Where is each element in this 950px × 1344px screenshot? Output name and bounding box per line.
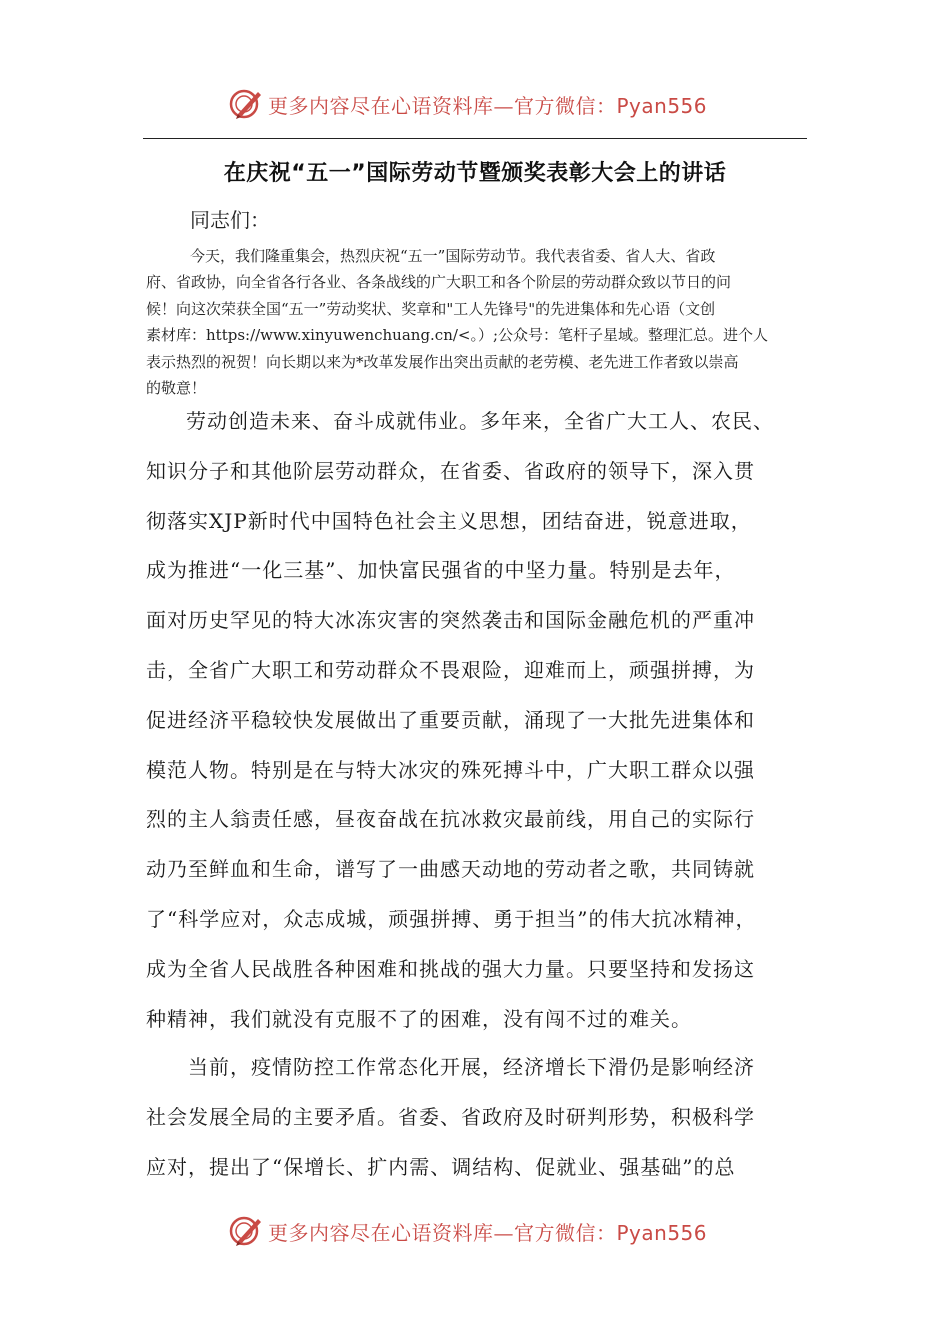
body-paragraph-2 — [146, 1043, 826, 1192]
body-line: 面对历史罕见的特大冰冻灾害的突然袭击和国际金融危机的严重冲 — [146, 608, 755, 633]
body-line: 劳动创造未来、奋斗成就伟业。多年来，全省广大工人、农民、 — [144, 409, 774, 433]
body-line: 烈的主人翁责任感，昼夜奋战在抗冰救灾最前线，用自己的实际行 — [146, 807, 755, 832]
body-line: 动乃至鲜血和生命，谱写了一曲感天动地的劳动者之歌，共同铸就 — [146, 857, 755, 882]
banner-text — [268, 1217, 707, 1246]
banner-dash: — — [493, 1220, 514, 1245]
banner-wechat-label: 官方微信： — [514, 1220, 617, 1245]
footer-banner — [0, 1205, 950, 1255]
document-title: 在庆祝“五一”国际劳动节暨颁奖表彰大会上的讲话 — [223, 161, 727, 186]
body-paragraph-1 — [146, 397, 826, 1044]
banner-wechat-label: 官方微信： — [514, 93, 617, 118]
banner-main-text: 更多内容尽在心语资料库 — [268, 1220, 494, 1245]
intro-line: 表示热烈的祝贺！向长期以来为*改革发展作出突出贡献的老劳模、老先进工作者致以崇高 — [146, 352, 739, 371]
body-line: 当前，疫情防控工作常态化开展，经济增长下滑仍是影响经济 — [146, 1055, 755, 1079]
header-banner-content — [228, 84, 707, 124]
body-line: 知识分子和其他阶层劳动群众，在省委、省政府的领导下，深入贯 — [146, 458, 755, 483]
intro-line: 候！向这次荣获全国“五一”劳动奖状、奖章和"工人先锋号"的先进集体和先心语（文创 — [146, 299, 716, 318]
header-banner — [0, 78, 950, 128]
header-rule — [143, 138, 807, 139]
body-line: 模范人物。特别是在与特大冰灾的殊死搏斗中，广大职工群众以强 — [146, 757, 755, 782]
intro-paragraph — [146, 243, 808, 401]
body-line: 社会发展全局的主要矛盾。省委、省政府及时研判形势，积极科学 — [146, 1104, 755, 1129]
body-line: 应对，提出了“保增长、扩内需、调结构、促就业、强基础”的总 — [146, 1154, 736, 1179]
banner-text — [268, 90, 707, 119]
pen-logo-icon — [228, 86, 264, 122]
body-line: 彻落实XJP新时代中国特色社会主义思想，团结奋进，锐意进取， — [146, 508, 752, 533]
body-line: 击，全省广大职工和劳动群众不畏艰险，迎难而上，顽强拼搏，为 — [146, 657, 755, 682]
salutation: 同志们： — [190, 208, 270, 232]
banner-wechat-id: Pyan556 — [616, 93, 708, 118]
intro-line: 的敬意！ — [146, 379, 207, 398]
intro-line: 素材库：https://www.xinyuwenchuang.cn/<。）;公众号：笔杆子星域。整理汇总。进个人 — [146, 326, 769, 345]
banner-main-text: 更多内容尽在心语资料库 — [268, 93, 494, 118]
body-line: 成为推进“一化三基”、加快富民强省的中坚力量。特别是去年， — [146, 558, 736, 583]
banner-wechat-id: Pyan556 — [616, 1220, 708, 1245]
body-line: 种精神，我们就没有克服不了的困难，没有闯不过的难关。 — [146, 1006, 692, 1031]
banner-dash: — — [493, 93, 514, 118]
body-line: 促进经济平稳较快发展做出了重要贡献，涌现了一大批先进集体和 — [146, 707, 755, 732]
body-line: 了“科学应对，众志成城，顽强拼搏、勇于担当”的伟大抗冰精神， — [146, 906, 757, 931]
body-line: 成为全省人民战胜各种困难和挑战的强大力量。只要坚持和发扬这 — [146, 956, 755, 981]
intro-line: 府、省政协，向全省各行各业、各条战线的广大职工和各个阶层的劳动群众致以节日的问 — [146, 273, 732, 292]
intro-line: 今天，我们隆重集会，热烈庆祝“五一”国际劳动节。我代表省委、省人大、省政 — [190, 247, 716, 265]
footer-banner-content — [228, 1211, 707, 1251]
pen-logo-icon — [228, 1213, 264, 1249]
